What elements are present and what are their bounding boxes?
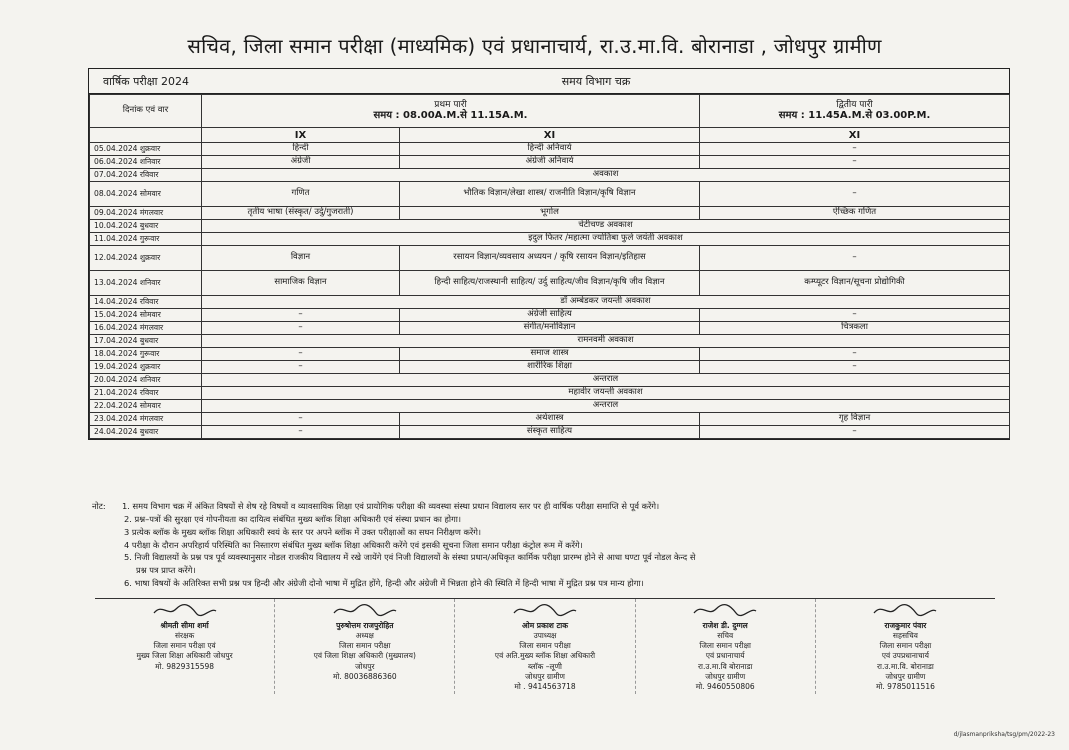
date-cell: 06.04.2024 शनिवार <box>90 156 202 169</box>
signatory-name: राजेश डी. दुग्गल <box>702 621 748 630</box>
footer-ref: d/jlasmanpriksha/tsg/pm/2022-23 <box>953 731 1055 738</box>
signatory-name: राजकुमार पंवार <box>884 621 927 630</box>
date-cell: 09.04.2024 मंगलवार <box>90 207 202 220</box>
signatories-row <box>95 598 995 694</box>
signatory-role: सचिव <box>717 631 734 641</box>
signatory-role: अध्यक्ष <box>355 631 374 641</box>
date-column-header: दिनांक एवं वार <box>90 95 202 128</box>
holiday-cell: रामनवमी अवकाश <box>202 335 1010 348</box>
grade-xi-shift2-cell: – <box>700 182 1010 207</box>
holiday-cell: अन्तराल <box>202 374 1010 387</box>
holiday-cell: चेटीचण्ड अवकाश <box>202 220 1010 233</box>
grade-ix-cell: अंग्रेजी <box>202 156 400 169</box>
table-row <box>90 156 1010 169</box>
grade-ix-cell: विज्ञान <box>202 246 400 271</box>
note-item: प्रश्न पत्र प्राप्त करेंगे। <box>136 565 196 576</box>
signatory-block <box>275 599 455 694</box>
table-row <box>90 413 1010 426</box>
date-cell: 19.04.2024 शुक्रवार <box>90 361 202 374</box>
signatory-designation: जोधपुर ग्रामीण <box>525 671 565 681</box>
signatory-phone: मो. 9785011516 <box>875 681 935 691</box>
table-row <box>90 309 1010 322</box>
table-row <box>90 233 1010 246</box>
grade-xi-shift2-cell: – <box>700 361 1010 374</box>
table-row <box>90 400 1010 413</box>
date-cell: 22.04.2024 सोमवार <box>90 400 202 413</box>
signatory-block <box>455 599 635 694</box>
table-row <box>90 296 1010 309</box>
grade-ix-cell: तृतीय भाषा (संस्कृत/ उर्दु/गुजराती) <box>202 207 400 220</box>
table-row <box>90 387 1010 400</box>
table-row <box>90 374 1010 387</box>
grade-xi-shift1-cell: अंग्रेजी अनिवार्य <box>400 156 700 169</box>
signatory-phone: मो. 80036886360 <box>332 671 397 681</box>
grade-xi-shift2-cell: – <box>700 246 1010 271</box>
note-item: 4 परीक्षा के दौरान अपरिहार्य परिस्थिति का निस्तारण संबंधित मुख्य ब्लॉक शिक्षा अधिकारी करेंगे एवं इसकी सूचना जिला समान परीक्षा कंट्रोल रूम में करेंगे। <box>124 539 583 550</box>
table-row <box>90 426 1010 439</box>
table-row <box>90 182 1010 207</box>
grade-xi-shift1-cell: संस्कृत साहित्य <box>400 426 700 439</box>
exam-label: वार्षिक परीक्षा 2024 <box>103 74 189 88</box>
note-item: 2. प्रश्न–पत्रों की सुरक्षा एवं गोपनीयता का दायित्व संबंधित मुख्य ब्लॉक शिक्षा अधिकारी एवं संस्था प्रधान का होगा। <box>124 513 462 524</box>
date-cell: 08.04.2024 सोमवार <box>90 182 202 207</box>
grade-xi-shift1-cell: भूगोल <box>400 207 700 220</box>
grade-ix-cell: – <box>202 426 400 439</box>
date-cell: 10.04.2024 बुधवार <box>90 220 202 233</box>
date-cell: 21.04.2024 रविवार <box>90 387 202 400</box>
signatory-phone: मो. 9829315598 <box>155 661 215 671</box>
signature-scribble-icon <box>870 601 940 619</box>
blank-cell <box>90 128 202 143</box>
signature-scribble-icon <box>330 601 400 619</box>
schedule-title: समय विभाग चक्र <box>561 74 631 88</box>
signatory-designation: एवं अति.मुख्य ब्लॉक शिक्षा अधिकारी <box>494 651 596 661</box>
signatory-block <box>95 599 275 694</box>
signatory-designation: ब्लॉक –लूणी <box>528 661 562 671</box>
signature-scribble-icon <box>510 601 580 619</box>
grade-xi-shift1-cell: भौतिक विज्ञान/लेखा शास्त्र/ राजनीति विज्ञान/कृषि विज्ञान <box>400 182 700 207</box>
date-cell: 13.04.2024 शनिवार <box>90 271 202 296</box>
signatory-designation: जिला समान परीक्षा <box>339 641 391 651</box>
page-title: सचिव, जिला समान परीक्षा (माध्यमिक) एवं प्रधानाचार्य, रा.उ.मा.वि. बोरानाडा , जोधपुर ग्रामीण <box>187 34 882 58</box>
date-cell: 23.04.2024 मंगलवार <box>90 413 202 426</box>
shift-header-row <box>90 95 1010 128</box>
signatory-designation: जोधपुर ग्रामीण <box>705 671 746 681</box>
grade-ix-cell: सामाजिक विज्ञान <box>202 271 400 296</box>
signatory-phone: मो. 9460550806 <box>695 681 755 691</box>
signatory-designation: जिला समान परीक्षा <box>699 641 751 651</box>
grade-ix-cell: – <box>202 309 400 322</box>
signatory-designation: एवं उपप्रधानाचार्य <box>881 651 929 661</box>
signatory-role: संरक्षक <box>174 631 195 641</box>
table-row <box>90 220 1010 233</box>
shift1-label: प्रथम पारी <box>434 99 467 110</box>
holiday-cell: महावीर जयन्ती अवकाश <box>202 387 1010 400</box>
table-row <box>90 335 1010 348</box>
grade-xi-shift2-cell: – <box>700 143 1010 156</box>
holiday-cell: डॉ अम्बेडकर जयन्ती अवकाश <box>202 296 1010 309</box>
signature-scribble-icon <box>150 601 220 619</box>
grade-xi-shift2-cell: चित्रकला <box>700 322 1010 335</box>
table-row <box>90 348 1010 361</box>
shift2-header <box>700 95 1010 128</box>
table-row <box>90 143 1010 156</box>
date-cell: 24.04.2024 बुधवार <box>90 426 202 439</box>
notes-label: नोट: <box>92 501 106 511</box>
signatory-designation: जिला समान परीक्षा <box>879 641 932 651</box>
signatory-name: श्रीमती सीमा शर्मा <box>160 621 209 630</box>
note-item: 1. समय विभाग चक्र में अंकित विषयों से शेष रहे विषयों व व्यावसायिक शिक्षा एवं प्रायोगिक परीक्षा की व्यवस्था संस्था प्रधान विद्यालय स्तर पर ही वार्षिक परीक्षा समाप्ति से पूर्व करेंगे। <box>122 501 660 511</box>
table-row <box>90 246 1010 271</box>
signatory-block <box>636 599 816 694</box>
grade-xi-shift1-cell: संगीत/मनोविज्ञान <box>400 322 700 335</box>
signatory-name: ओम प्रकाश टाक <box>522 621 568 630</box>
signatory-block <box>816 599 995 694</box>
grade-ix-cell: हिन्दी <box>202 143 400 156</box>
date-cell: 20.04.2024 शनिवार <box>90 374 202 387</box>
schedule-header-bar <box>89 69 1009 94</box>
note-item: 3 प्रत्येक ब्लॉक के मुख्य ब्लॉक शिक्षा अधिकारी स्वयं के स्तर पर अपने ब्लॉक में उक्त परीक्षाओं का सघन निरीक्षण करेंगे। <box>124 526 482 537</box>
table-row <box>90 271 1010 296</box>
grade-xi-shift2-cell: – <box>700 426 1010 439</box>
grade-xi-shift2-header: XI <box>700 128 1010 143</box>
grade-xi-shift2-cell: कम्प्यूटर विज्ञान/सूचना प्रोद्योगिकी <box>700 271 1010 296</box>
grade-xi-shift1-header: XI <box>400 128 700 143</box>
grade-xi-shift2-cell: – <box>700 348 1010 361</box>
signatory-role: सहसचिव <box>892 631 918 641</box>
date-cell: 05.04.2024 शुक्रवार <box>90 143 202 156</box>
shift2-label: द्वितीय पारी <box>836 99 873 110</box>
signatory-designation: जिला समान परीक्षा एवं <box>153 641 216 651</box>
grade-xi-shift1-cell: अर्थशास्त्र <box>400 413 700 426</box>
holiday-cell: अन्तराल <box>202 400 1010 413</box>
exam-timetable <box>89 94 1010 439</box>
timetable-sheet <box>88 68 1010 440</box>
signatory-designation: मुख्य जिला शिक्षा अधिकारी जोधपुर <box>136 651 233 661</box>
grade-xi-shift1-cell: हिन्दी अनिवार्य <box>400 143 700 156</box>
grade-xi-shift1-cell: रसायन विज्ञान/व्यवसाय अध्ययन / कृषि रसायन विज्ञान/इतिहास <box>400 246 700 271</box>
table-row <box>90 361 1010 374</box>
date-cell: 07.04.2024 रविवार <box>90 169 202 182</box>
date-cell: 17.04.2024 बुधवार <box>90 335 202 348</box>
date-cell: 12.04.2024 शुक्रवार <box>90 246 202 271</box>
grade-ix-cell: – <box>202 413 400 426</box>
signatory-designation: जोधपुर <box>355 661 375 671</box>
signatory-role: उपाध्यक्ष <box>533 631 557 641</box>
signatory-designation: जोधपुर ग्रामीण <box>885 671 926 681</box>
grade-xi-shift2-cell: – <box>700 156 1010 169</box>
grade-ix-cell: गणित <box>202 182 400 207</box>
grade-ix-cell: – <box>202 348 400 361</box>
signatory-designation: एवं जिला शिक्षा अधिकारी (मुख्यालय) <box>313 651 416 661</box>
shift2-time: समय : 11.45A.M.से 03.00P.M. <box>778 110 931 122</box>
grade-xi-shift1-cell: समाज शास्त्र <box>400 348 700 361</box>
note-item: 6. भाषा विषयों के अतिरिक्त सभी प्रश्न पत्र हिन्दी और अंग्रेजी दोनो भाषा में मुद्रित होंगे, हिन्दी और अंग्रेजी में भिन्नता होने की स्थिति में हिन्दी भाषा में मुद्रित प्रश्न पत्र मान्य होगा। <box>124 578 644 589</box>
grade-ix-cell: – <box>202 361 400 374</box>
table-row <box>90 207 1010 220</box>
grade-header-row <box>90 128 1010 143</box>
table-row <box>90 322 1010 335</box>
signatory-designation: रा.उ.मा.वि बोरानाडा <box>697 661 753 671</box>
date-cell: 11.04.2024 गुरूवार <box>90 233 202 246</box>
notes-section <box>92 500 1032 590</box>
grade-xi-shift2-cell: ऐच्छिक गणित <box>700 207 1010 220</box>
holiday-cell: अवकाश <box>202 169 1010 182</box>
shift1-header <box>202 95 700 128</box>
signatory-phone: मो . 9414563718 <box>514 681 576 691</box>
date-cell: 14.04.2024 रविवार <box>90 296 202 309</box>
note-item: 5. निजी विद्यालयों के प्रश्न पत्र पूर्व व्यवस्थानुसार नोडल राजकीय विद्यालय में रखे जायेंगे एवं निजी विद्यालयों के संस्था प्रधान/अधिकृत कार्मिक परीक्षा प्रारम्भ होने से आधा घण्टा पूर्व नोडल केन्द से <box>124 552 696 563</box>
signatory-name: पुरुषोत्तम राजपुरोहित <box>336 621 394 630</box>
grade-ix-header: IX <box>202 128 400 143</box>
grade-xi-shift1-cell: शारीरिक शिक्षा <box>400 361 700 374</box>
grade-xi-shift1-cell: अंग्रेजी साहित्य <box>400 309 700 322</box>
shift1-time: समय : 08.00A.M.से 11.15A.M. <box>373 110 528 122</box>
signature-scribble-icon <box>690 601 760 619</box>
grade-xi-shift2-cell: गृह विज्ञान <box>700 413 1010 426</box>
date-cell: 16.04.2024 मंगलवार <box>90 322 202 335</box>
signatory-designation: जिला समान परीक्षा <box>519 641 571 651</box>
date-cell: 18.04.2024 गुरूवार <box>90 348 202 361</box>
grade-xi-shift2-cell: – <box>700 309 1010 322</box>
signatory-designation: रा.उ.मा.वि. बोरानाडा <box>876 661 934 671</box>
holiday-cell: इदुल फितर /महात्मा ज्योतिबा फुले जयंती अवकाश <box>202 233 1010 246</box>
grade-xi-shift1-cell: हिन्दी साहित्य/राजस्थानी साहित्य/ उर्दु साहित्य/जीव विज्ञान/कृषि जीव विज्ञान <box>400 271 700 296</box>
signatory-designation: एवं प्रधानाचार्य <box>705 651 745 661</box>
grade-ix-cell: – <box>202 322 400 335</box>
table-row <box>90 169 1010 182</box>
date-cell: 15.04.2024 सोमवार <box>90 309 202 322</box>
